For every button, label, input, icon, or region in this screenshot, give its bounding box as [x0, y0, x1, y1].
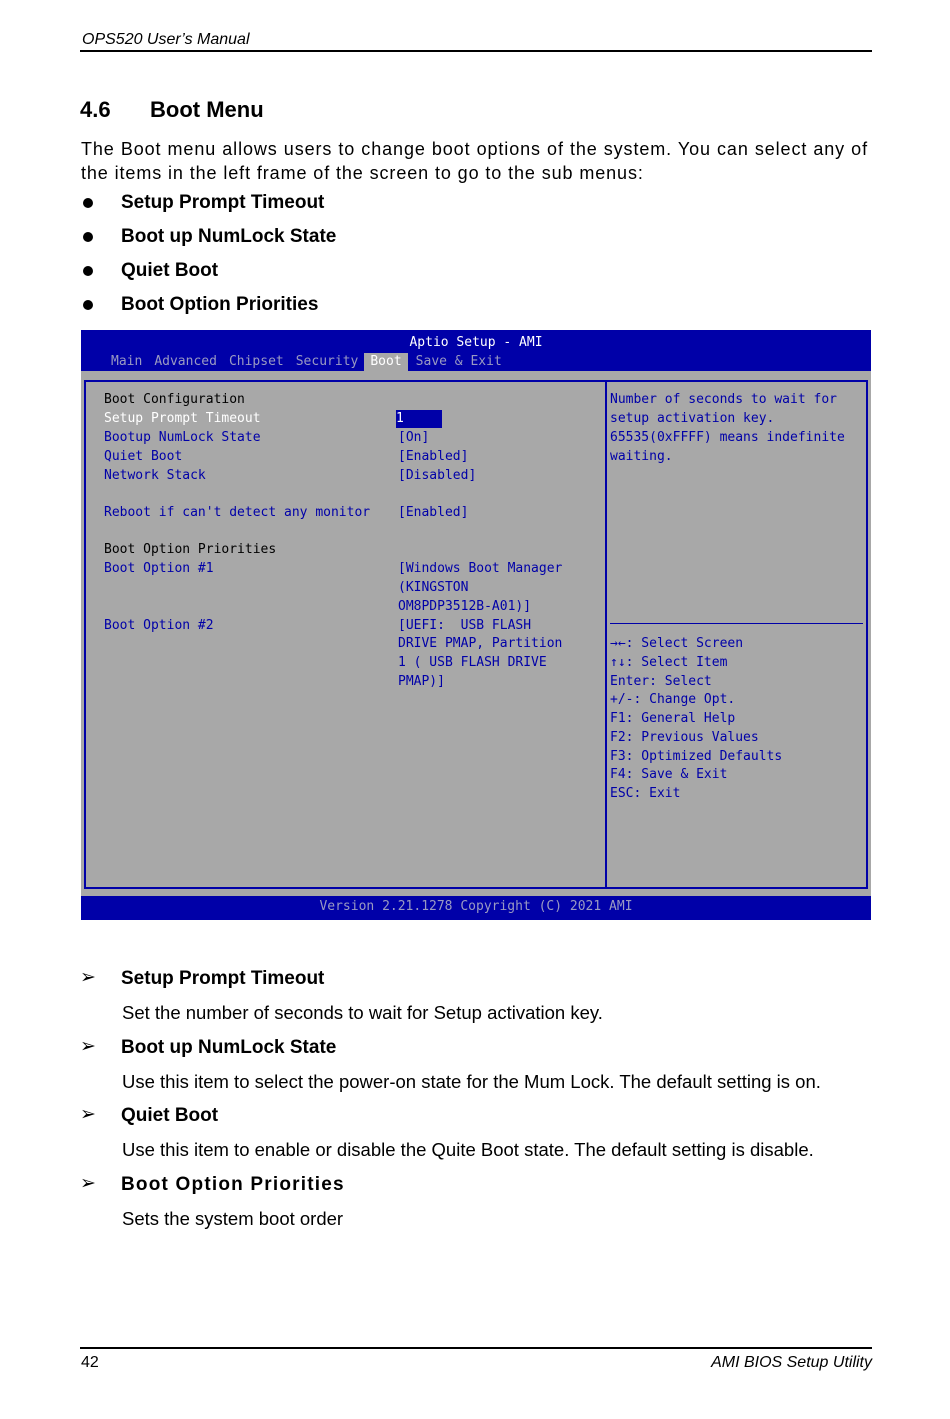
help-divider: [610, 623, 863, 624]
reboot-no-monitor-value[interactable]: [Enabled]: [398, 505, 469, 520]
tab-chipset[interactable]: Chipset: [228, 354, 284, 369]
setup-prompt-timeout-item[interactable]: Setup Prompt Timeout: [104, 411, 261, 426]
help-text-line: Number of seconds to wait for: [610, 392, 837, 407]
page-footer: [80, 1347, 872, 1375]
key-help-line: ↑↓: Select Item: [610, 655, 728, 670]
help-text-line: 65535(0xFFFF) means indefinite: [610, 430, 845, 445]
boot-option-1-value-line[interactable]: OM8PDP3512B-A01)]: [398, 599, 532, 614]
network-stack-value[interactable]: [Disabled]: [398, 468, 477, 483]
bullet-icon: [83, 266, 93, 276]
bios-app-title: Aptio Setup - AMI: [409, 335, 543, 350]
option-descriptions: [80, 964, 870, 1238]
boot-option-priorities-heading: Boot Option Priorities: [104, 542, 277, 557]
help-text-line: waiting.: [610, 449, 673, 464]
arrow-bullet-icon: ➢: [80, 1103, 96, 1125]
section-number: 4.6: [80, 97, 111, 122]
option-description: Use this item to select the power-on state for the Mum Lock. The default setting is on.: [122, 1070, 821, 1092]
help-text-line: setup activation key.: [610, 411, 775, 426]
boot-configuration-heading: Boot Configuration: [104, 392, 245, 407]
option-title: Quiet Boot: [121, 1105, 219, 1126]
key-help-line: F1: General Help: [610, 711, 736, 726]
network-stack-item[interactable]: Network Stack: [104, 468, 206, 483]
setup-prompt-timeout-value[interactable]: 1: [396, 410, 442, 428]
section-heading: Boot Menu: [150, 97, 264, 122]
option-entry: [80, 1170, 870, 1239]
bios-version: Version 2.21.1278 Copyright (C) 2021 AMI: [319, 899, 633, 914]
bios-title-bar: [81, 330, 871, 371]
option-description: Sets the system boot order: [122, 1207, 344, 1229]
key-help-line: F3: Optimized Defaults: [610, 749, 783, 764]
boot-option-1-item[interactable]: Boot Option #1: [104, 561, 214, 576]
tab-security[interactable]: Security: [295, 354, 359, 369]
tab-boot[interactable]: Boot: [364, 353, 407, 371]
option-title: Setup Prompt Timeout: [121, 968, 325, 989]
key-help-line: F2: Previous Values: [610, 730, 759, 745]
manual-title: OPS520 User’s Manual: [82, 31, 250, 48]
tab-main[interactable]: Main: [111, 354, 143, 369]
bios-tab-bar: [103, 353, 506, 371]
boot-option-2-value-line[interactable]: 1 ( USB FLASH DRIVE: [398, 655, 547, 670]
footer-doc-title: AMI BIOS Setup Utility: [711, 1354, 872, 1371]
tab-save-exit[interactable]: Save & Exit: [415, 354, 502, 369]
boot-option-2-value-line[interactable]: PMAP)]: [398, 674, 445, 689]
key-help-line: F4: Save & Exit: [610, 767, 728, 782]
option-title: Boot up NumLock State: [121, 1036, 337, 1058]
key-help-line: →←: Select Screen: [610, 636, 744, 651]
boot-option-2-value-line[interactable]: DRIVE PMAP, Partition: [398, 636, 563, 651]
option-description: Set the number of seconds to wait for Setup activation key.: [122, 1002, 603, 1023]
option-entry: [80, 964, 870, 1033]
page-header: [80, 30, 872, 52]
bios-footer-bar: [81, 896, 871, 920]
boot-option-2-value-line[interactable]: [UEFI: USB FLASH: [398, 618, 532, 633]
boot-option-1-value-line[interactable]: (KINGSTON: [398, 580, 469, 595]
boot-option-2-item[interactable]: Boot Option #2: [104, 618, 214, 633]
bullet-icon: [83, 198, 93, 208]
quiet-boot-value[interactable]: [Enabled]: [398, 449, 469, 464]
bootup-numlock-state-value[interactable]: [On]: [398, 430, 430, 445]
option-title: Boot Option Priorities: [121, 1173, 345, 1195]
arrow-bullet-icon: ➢: [80, 1171, 96, 1194]
section-title: [80, 97, 264, 123]
quiet-boot-item[interactable]: Quiet Boot: [104, 449, 183, 464]
bullet-icon: [83, 300, 93, 310]
boot-option-1-value-line[interactable]: [Windows Boot Manager: [398, 561, 563, 576]
key-help-line: Enter: Select: [610, 674, 712, 689]
key-help-line: +/-: Change Opt.: [610, 692, 736, 707]
arrow-bullet-icon: ➢: [80, 1034, 96, 1057]
reboot-no-monitor-item[interactable]: Reboot if can't detect any monitor: [104, 505, 371, 520]
intro-paragraph: The Boot menu allows users to change boot options of the system. You can select any of the items in the left frame of the screen to go to the sub menus:: [81, 139, 868, 183]
page-number: 42: [81, 1354, 99, 1371]
tab-advanced[interactable]: Advanced: [154, 354, 217, 369]
bullet-icon: [83, 232, 93, 242]
key-help-line: ESC: Exit: [610, 786, 681, 801]
option-description: Use this item to enable or disable the Quite Boot state. The default setting is disable.: [122, 1139, 814, 1160]
bios-screenshot: [81, 330, 871, 920]
arrow-bullet-icon: ➢: [80, 966, 96, 988]
option-entry: [80, 1101, 870, 1170]
option-entry: [80, 1033, 870, 1102]
bootup-numlock-state-item[interactable]: Bootup NumLock State: [104, 430, 261, 445]
